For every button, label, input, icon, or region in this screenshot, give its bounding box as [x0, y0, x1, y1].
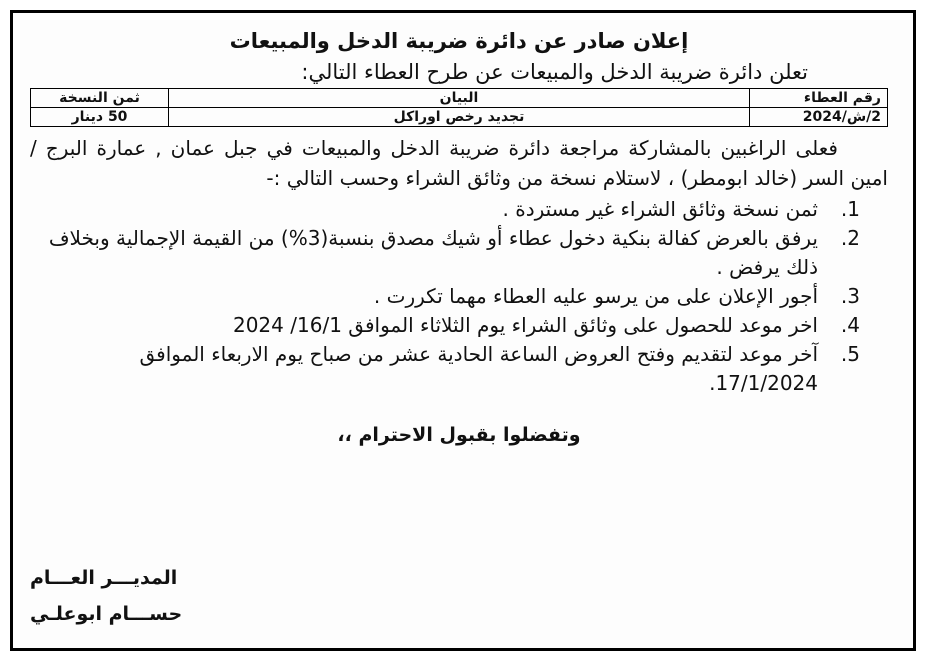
- list-item: 2. يرفق بالعرض كفالة بنكية دخول عطاء أو شيك مصدق بنسبة(3%) من القيمة الإجمالية وبخلاف ذلك يرفض .: [48, 226, 860, 279]
- tender-table: [30, 88, 888, 127]
- signature-role: المديـــر العـــام: [30, 567, 178, 589]
- conditions-list: [30, 195, 888, 398]
- list-item: 3. أجور الإعلان على من يرسو عليه العطاء مهما تكررت .: [373, 284, 860, 308]
- header-tender-number: رقم العطاء: [750, 89, 888, 108]
- signature-name: حســـام ابوعلـي: [30, 603, 183, 625]
- tender-table-header-row: [31, 89, 888, 108]
- table-row: [31, 108, 888, 127]
- instructions-paragraph: فعلى الراغبين بالمشاركة مراجعة دائرة ضريبة الدخل والمبيعات في جبل عمان , عمارة البرج / امين السر (خالد ابومطر) ، لاستلام نسخة من وثائق الشراء وحسب التالي :-: [30, 136, 888, 190]
- cell-copy-price: 50 دينار: [31, 108, 169, 127]
- header-description: البيان: [169, 89, 750, 108]
- announcement-document: [30, 22, 888, 652]
- cell-description: تجديد رخص اوراكل: [169, 108, 750, 127]
- document-subtitle: تعلن دائرة ضريبة الدخل والمبيعات عن طرح العطاء التالي:: [301, 60, 808, 84]
- list-item: 5. آخر موعد لتقديم وفتح العروض الساعة الحادية عشر من صباح يوم الاربعاء الموافق 17/1/2024.: [139, 342, 860, 395]
- list-item: 4. اخر موعد للحصول على وثائق الشراء يوم الثلاثاء الموافق 16/1/ 2024: [232, 313, 860, 337]
- document-title: إعلان صادر عن دائرة ضريبة الدخل والمبيعات: [229, 29, 689, 53]
- list-item: 1. ثمن نسخة وثائق الشراء غير مستردة .: [502, 197, 860, 221]
- cell-tender-number: 2/ش/2024: [750, 108, 888, 127]
- header-copy-price: ثمن النسخة: [31, 89, 169, 108]
- closing-line: وتفضلوا بقبول الاحترام ،،: [337, 424, 581, 446]
- signature-block: [30, 560, 182, 632]
